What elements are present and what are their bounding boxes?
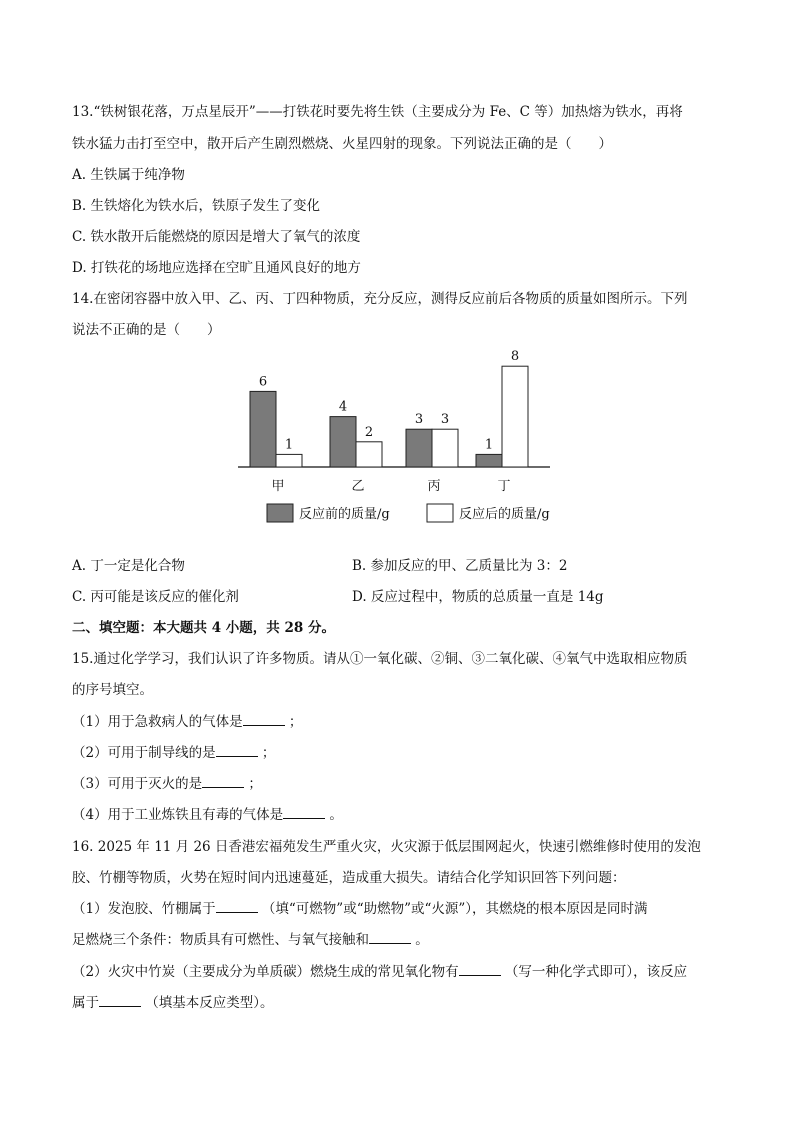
category-label: 乙 xyxy=(351,479,365,494)
answer-blank[interactable] xyxy=(459,963,501,976)
q14-option-b: B. 参加反应的甲、乙质量比为 3：2 xyxy=(352,558,568,574)
answer-blank[interactable] xyxy=(369,931,411,944)
data-label: 8 xyxy=(510,349,520,365)
answer-blank[interactable] xyxy=(283,806,325,819)
q14-option-c: C. 丙可能是该反应的催化剂 xyxy=(72,589,239,605)
category-label: 丁 xyxy=(497,479,511,494)
q14-line-2: 说法不正确的是（ ） xyxy=(72,322,221,338)
q14-option-a: A. 丁一定是化合物 xyxy=(72,558,185,574)
legend-label-0: 反应前的质量/g xyxy=(299,507,390,522)
q15-line-1: 15.通过化学学习，我们认识了许多物质。请从①一氧化碳、②铜、③二氧化碳、④氧气中选取相应物质 xyxy=(72,651,688,667)
mass-bar-chart xyxy=(230,343,570,533)
q13-line-2: 铁水猛力击打至空中，散开后产生剧烈燃烧、火星四射的现象。下列说法正确的是（ ） xyxy=(72,136,612,152)
q16-part-2: （2）火灾中竹炭（主要成分为单质碳）燃烧生成的常见氧化物有 （写一种化学式即可），该反应 xyxy=(72,964,688,980)
q13-option-a: A. 生铁属于纯净物 xyxy=(72,167,185,183)
legend-swatch-1 xyxy=(427,504,453,522)
q14-line-1: 14.在密闭容器中放入甲、乙、丙、丁四种物质，充分反应，测得反应前后各物质的质量如图所示。下列 xyxy=(72,291,688,307)
bar-after-3 xyxy=(502,366,528,467)
section-heading-fill-blank: 二、填空题：本大题共 4 小题，共 28 分。 xyxy=(72,620,335,636)
q13-option-c: C. 铁水散开后能燃烧的原因是增大了氧气的浓度 xyxy=(72,229,361,245)
answer-blank[interactable] xyxy=(216,900,258,913)
bar-before-0 xyxy=(250,391,276,467)
q13-option-b: B. 生铁熔化为铁水后，铁原子发生了变化 xyxy=(72,198,321,214)
q13-option-d: D. 打铁花的场地应选择在空旷且通风良好的地方 xyxy=(72,260,361,276)
bar-after-2 xyxy=(432,429,458,467)
data-label: 2 xyxy=(364,424,374,440)
bar-before-2 xyxy=(406,429,432,467)
category-label: 丙 xyxy=(427,479,441,494)
data-label: 3 xyxy=(440,412,450,428)
answer-blank[interactable] xyxy=(99,994,141,1007)
q14-option-d: D. 反应过程中，物质的总质量一直是 14g xyxy=(352,589,604,605)
q15-item-2: （2）可用于制导线的是 ； xyxy=(72,745,276,761)
data-label: 6 xyxy=(258,374,268,390)
q15-line-2: 的序号填空。 xyxy=(72,682,153,698)
legend-label-1: 反应后的质量/g xyxy=(459,507,550,522)
q15-item-3: （3）可用于灭火的是 ； xyxy=(72,776,262,792)
q16-line-2: 胶、竹棚等物质，火势在短时间内迅速蔓延，造成重大损失。请结合化学知识回答下列问题： xyxy=(72,870,626,886)
bar-before-1 xyxy=(330,417,356,467)
answer-blank[interactable] xyxy=(216,744,258,757)
data-label: 1 xyxy=(484,437,494,453)
q13-line-1: 13.“铁树银花落，万点星辰开”——打铁花时要先将生铁（主要成分为 Fe、C 等）加热熔为铁水，再将 xyxy=(72,104,683,120)
bar-before-3 xyxy=(476,454,502,467)
q16-part-1: （1）发泡胶、竹棚属于 （填“可燃物”或“助燃物”或“火源”），其燃烧的根本原因是同时满 xyxy=(72,901,648,917)
q16-part-2-cont: 属于 （填基本反应类型）。 xyxy=(72,995,274,1011)
answer-blank[interactable] xyxy=(202,775,244,788)
answer-blank[interactable] xyxy=(243,713,285,726)
q15-item-1: （1）用于急救病人的气体是 ； xyxy=(72,714,303,730)
data-label: 1 xyxy=(284,437,294,453)
q16-part-1-cont: 足燃烧三个条件：物质具有可燃性、与氧气接触和 。 xyxy=(72,932,429,948)
legend-swatch-0 xyxy=(267,504,293,522)
bar-after-1 xyxy=(356,442,382,467)
data-label: 3 xyxy=(414,412,424,428)
q15-item-4: （4）用于工业炼铁且有毒的气体是 。 xyxy=(72,807,343,823)
data-label: 4 xyxy=(338,399,348,415)
q16-line-1: 16. 2025 年 11 月 26 日香港宏福苑发生严重火灾，火灾源于低层围网起火，快速引燃维修时使用的发泡 xyxy=(72,839,701,855)
bar-after-0 xyxy=(276,454,302,467)
category-label: 甲 xyxy=(271,479,285,494)
